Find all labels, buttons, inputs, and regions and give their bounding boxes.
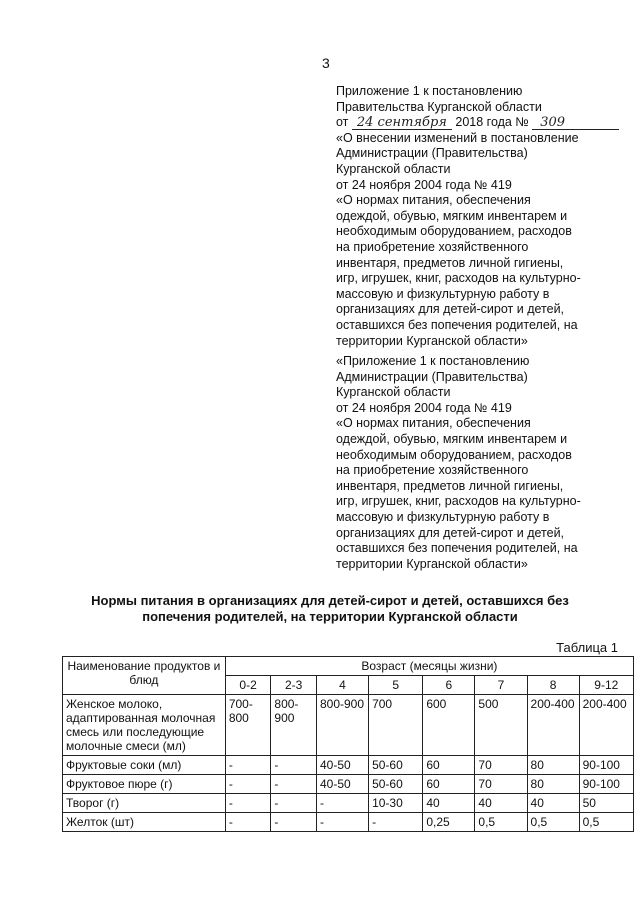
header-product-name: Наименование продуктов и блюд: [63, 657, 226, 695]
appendix1-line: Правительства Курганской области: [336, 99, 542, 114]
norm-value-cell: -: [369, 813, 423, 832]
product-name-cell: Фруктовые соки (мл): [63, 756, 226, 775]
norm-value-cell: 80: [527, 756, 579, 775]
appendix2-line: «Приложение 1 к постановлению: [336, 354, 530, 368]
page-number: 3: [322, 55, 330, 71]
appendix-header-new-wording: [336, 354, 626, 572]
appendix1-line: «О нормах питания, обеспечения: [336, 193, 531, 208]
age-column-header: 8: [527, 676, 579, 695]
norm-value-cell: -: [316, 794, 368, 813]
appendix2-line: инвентаря, предметов личной гигиены,: [336, 478, 564, 493]
appendix2-line: Администрации (Правительства): [336, 369, 528, 384]
age-column-header: 9-12: [579, 676, 633, 695]
appendix1-line: оставшихся без попечения родителей, на: [336, 317, 578, 332]
product-name-cell: Творог (г): [63, 794, 226, 813]
appendix2-line: одеждой, обувью, мягким инвентарем и: [336, 431, 568, 446]
norm-value-cell: 90-100: [579, 756, 633, 775]
table-header-row: [63, 657, 634, 676]
norm-value-cell: 800-900: [271, 695, 317, 756]
norm-value-cell: 80: [527, 775, 579, 794]
appendix1-line: Приложение 1 к постановлению: [336, 84, 523, 98]
appendix1-date-line: [336, 115, 626, 131]
appendix2-line: от 24 ноября 2004 года № 419: [336, 400, 512, 415]
norm-value-cell: 40-50: [316, 756, 368, 775]
norm-value-cell: 200-400: [579, 695, 633, 756]
handwritten-number: 309: [532, 117, 619, 130]
table-body: [63, 695, 634, 832]
appendix2-line: организациях для детей-сирот и детей,: [336, 525, 565, 540]
appendix1-line: от 24 ноября 2004 года № 419: [336, 177, 512, 192]
norm-value-cell: 200-400: [527, 695, 579, 756]
age-column-header: 0-2: [225, 676, 271, 695]
norm-value-cell: 40-50: [316, 775, 368, 794]
norm-value-cell: 60: [423, 756, 475, 775]
table-row: [63, 794, 634, 813]
norm-value-cell: 0,5: [527, 813, 579, 832]
appendix1-line: инвентаря, предметов личной гигиены,: [336, 255, 564, 270]
appendix1-line: Курганской области: [336, 161, 451, 176]
handwritten-date: 24 сентября: [352, 117, 452, 130]
title-line-1: Нормы питания в организациях для детей-сирот и детей, оставшихся без: [91, 593, 569, 608]
norm-value-cell: 700-800: [225, 695, 271, 756]
norm-value-cell: 40: [527, 794, 579, 813]
table-row: [63, 813, 634, 832]
product-name-cell: Желток (шт): [63, 813, 226, 832]
norm-value-cell: 60: [423, 775, 475, 794]
norm-value-cell: -: [225, 756, 271, 775]
norm-value-cell: 700: [369, 695, 423, 756]
appendix2-line: «О нормах питания, обеспечения: [336, 416, 531, 431]
appendix1-line: на приобретение хозяйственного: [336, 239, 529, 254]
appendix2-line: территории Курганской области»: [336, 556, 528, 571]
norm-value-cell: 50-60: [369, 756, 423, 775]
nutrition-norms-table: [62, 656, 634, 832]
norm-value-cell: -: [225, 794, 271, 813]
norm-value-cell: 10-30: [369, 794, 423, 813]
norm-value-cell: 50-60: [369, 775, 423, 794]
appendix2-line: на приобретение хозяйственного: [336, 463, 529, 478]
appendix2-line: массовую и физкультурную работу в: [336, 509, 550, 524]
header-age: Возраст (месяцы жизни): [225, 657, 633, 676]
product-name-cell: Фруктовое пюре (г): [63, 775, 226, 794]
norm-value-cell: 0,25: [423, 813, 475, 832]
age-column-header: 2-3: [271, 676, 317, 695]
date-prefix: от: [336, 115, 349, 130]
norm-value-cell: -: [225, 813, 271, 832]
appendix1-line: территории Курганской области»: [336, 333, 528, 348]
appendix1-line: игр, игрушек, книг, расходов на культурно-: [336, 271, 581, 286]
norm-value-cell: 800-900: [316, 695, 368, 756]
norm-value-cell: -: [271, 756, 317, 775]
appendix1-rest: [336, 131, 626, 349]
appendix2-line: Курганской области: [336, 385, 451, 400]
table-row: [63, 756, 634, 775]
norm-value-cell: 40: [475, 794, 527, 813]
norm-value-cell: -: [225, 775, 271, 794]
norm-value-cell: -: [316, 813, 368, 832]
norm-value-cell: 70: [475, 756, 527, 775]
age-column-header: 6: [423, 676, 475, 695]
appendix2-line: оставшихся без попечения родителей, на: [336, 541, 578, 556]
appendix1-line: «О внесении изменений в постановление: [336, 130, 579, 145]
appendix1-line: Администрации (Правительства): [336, 146, 528, 161]
appendix2-line: необходимым оборудованием, расходов: [336, 447, 572, 462]
norm-value-cell: 90-100: [579, 775, 633, 794]
norm-value-cell: 70: [475, 775, 527, 794]
appendix2-line: игр, игрушек, книг, расходов на культурно-: [336, 494, 581, 509]
document-title: [40, 593, 620, 625]
appendix1-line: одеждой, обувью, мягким инвентарем и: [336, 208, 568, 223]
table-label: Таблица 1: [556, 640, 618, 655]
age-column-header: 7: [475, 676, 527, 695]
appendix1-line: массовую и физкультурную работу в: [336, 286, 550, 301]
date-suffix: 2018 года №: [455, 115, 529, 130]
appendix1-line: организациях для детей-сирот и детей,: [336, 302, 565, 317]
table-row: [63, 775, 634, 794]
norm-value-cell: 500: [475, 695, 527, 756]
appendix1-line: необходимым оборудованием, расходов: [336, 224, 572, 239]
product-name-cell: Женское молоко, адаптированная молочная смесь или последующие молочные смеси (мл): [63, 695, 226, 756]
appendix-header-current: [336, 84, 626, 349]
norm-value-cell: 40: [423, 794, 475, 813]
norm-value-cell: -: [271, 775, 317, 794]
norm-value-cell: 600: [423, 695, 475, 756]
title-line-2: попечения родителей, на территории Курганской области: [142, 609, 518, 624]
norm-value-cell: -: [271, 813, 317, 832]
age-column-header: 4: [316, 676, 368, 695]
norm-value-cell: 50: [579, 794, 633, 813]
table-row: [63, 695, 634, 756]
norm-value-cell: 0,5: [579, 813, 633, 832]
norm-value-cell: 0,5: [475, 813, 527, 832]
norm-value-cell: -: [271, 794, 317, 813]
age-column-header: 5: [369, 676, 423, 695]
